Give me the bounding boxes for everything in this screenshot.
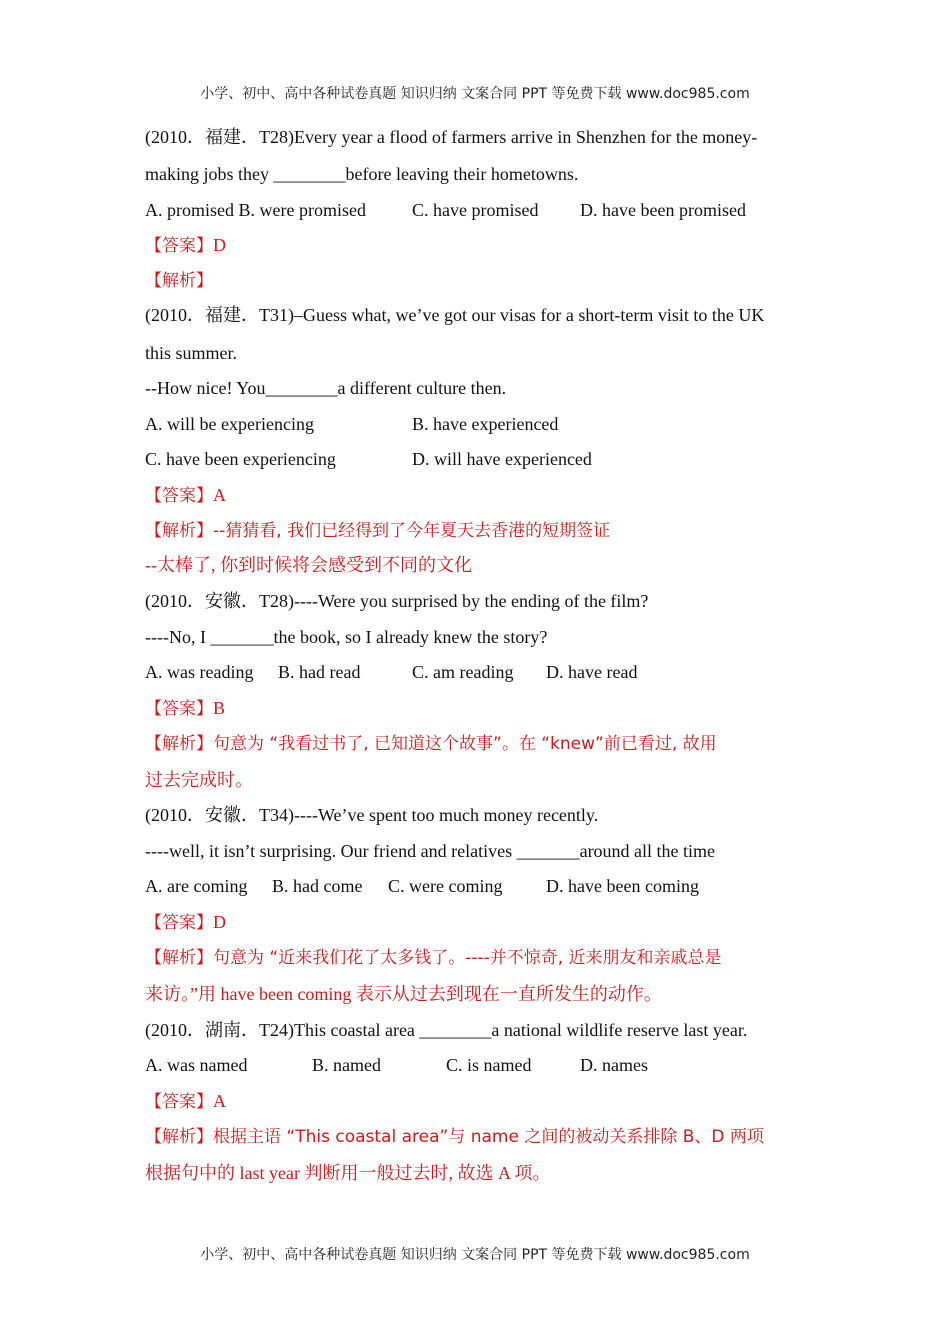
q3-option-c: C. am reading <box>412 662 514 682</box>
analysis-label: 【解析】 <box>145 1127 213 1147</box>
q2-stem-line2: this summer. <box>145 343 238 363</box>
q3-option-a: A. was reading <box>145 662 254 682</box>
q3-analysis-line2: 过去完成时。 <box>145 770 253 790</box>
page-header: 小学、初中、高中各种试卷真题 知识归纳 文案合同 PPT 等免费下载 www.doc985.com <box>200 86 750 102</box>
q1-option-ab: A. promised B. were promised <box>145 200 366 220</box>
q2-option-a: A. will be experiencing <box>145 414 314 434</box>
q2-analysis-line1 <box>145 519 610 542</box>
q4-answer <box>145 911 226 934</box>
q5-analysis-text1: 根据主语 “This coastal area”与 name 之间的被动关系排除 B、D 两项 <box>213 1127 764 1147</box>
q3-stem-line1: (2010．安徽．T28)----Were you surprised by the ending of the film? <box>145 591 649 611</box>
analysis-label: 【解析】 <box>145 734 213 754</box>
analysis-label: 【解析】 <box>145 521 213 541</box>
q2-option-b: B. have experienced <box>412 414 559 434</box>
answer-label: 【答案】 <box>145 913 213 933</box>
q2-stem-line3: --How nice! You________a different culture then. <box>145 378 507 398</box>
q4-stem-line2: ----well, it isn’t surprising. Our friend and relatives _______around all the time <box>145 841 716 861</box>
q2-option-c: C. have been experiencing <box>145 449 336 469</box>
q5-options <box>145 1054 845 1076</box>
q4-analysis-line2: 来访。”用 have been coming 表示从过去到现在一直所发生的动作。 <box>145 984 662 1004</box>
q4-answer-value: D <box>213 912 226 932</box>
answer-label: 【答案】 <box>145 1092 213 1112</box>
q5-analysis-line1 <box>145 1125 764 1148</box>
q2-stem-line1: (2010．福建．T31)–Guess what, we’ve got our visas for a short-term visit to the UK <box>145 305 765 325</box>
q4-option-b: B. had come <box>272 876 363 896</box>
q1-stem-line1: (2010．福建．T28)Every year a flood of farmers arrive in Shenzhen for the money- <box>145 127 758 147</box>
q5-analysis-line2: 根据句中的 last year 判断用一般过去时, 故选 A 项。 <box>145 1163 551 1183</box>
q2-options-row1 <box>145 413 845 435</box>
q5-option-c: C. is named <box>446 1055 532 1075</box>
q5-option-a: A. was named <box>145 1055 248 1075</box>
q2-analysis-text1: --猜猜看, 我们已经得到了今年夏天去香港的短期签证 <box>213 521 611 541</box>
q1-options <box>145 199 845 221</box>
q3-options <box>145 661 845 683</box>
page-footer: 小学、初中、高中各种试卷真题 知识归纳 文案合同 PPT 等免费下载 www.doc985.com <box>200 1247 750 1263</box>
q1-option-d: D. have been promised <box>580 200 746 220</box>
q4-stem-line1: (2010．安徽．T34)----We’ve spent too much money recently. <box>145 805 599 825</box>
q3-analysis-line1 <box>145 732 717 755</box>
q1-option-c: C. have promised <box>412 200 539 220</box>
q4-analysis-text1: 句意为 “近来我们花了太多钱了。----并不惊奇, 近来朋友和亲戚总是 <box>213 948 722 968</box>
q4-analysis-line1 <box>145 946 722 969</box>
q5-answer-value: A <box>213 1091 226 1111</box>
q3-answer <box>145 697 225 720</box>
q5-answer <box>145 1090 226 1113</box>
q1-stem-line2: making jobs they ________before leaving their hometowns. <box>145 164 579 184</box>
analysis-label: 【解析】 <box>145 271 213 291</box>
q4-option-c: C. were coming <box>388 876 503 896</box>
q2-analysis-line2: --太棒了, 你到时候将会感受到不同的文化 <box>145 555 472 575</box>
q2-answer-value: A <box>213 485 226 505</box>
q1-answer <box>145 234 226 257</box>
q2-option-d: D. will have experienced <box>412 449 592 469</box>
analysis-label: 【解析】 <box>145 948 213 968</box>
q2-options-row2 <box>145 448 845 470</box>
q3-answer-value: B <box>213 698 226 718</box>
q1-analysis <box>145 269 213 292</box>
q4-options <box>145 875 845 897</box>
q3-stem-line2: ----No, I _______the book, so I already knew the story? <box>145 627 548 647</box>
q1-answer-value: D <box>213 235 226 255</box>
q5-stem-line1: (2010．湖南．T24)This coastal area ________a national wildlife reserve last year. <box>145 1020 748 1040</box>
answer-label: 【答案】 <box>145 236 213 256</box>
q2-answer <box>145 484 226 507</box>
q3-analysis-text1: 句意为 “我看过书了, 已知道这个故事”。在 “knew”前已看过, 故用 <box>213 734 717 754</box>
q5-option-d: D. names <box>580 1055 648 1075</box>
q5-option-b: B. named <box>312 1055 381 1075</box>
answer-label: 【答案】 <box>145 699 213 719</box>
q3-option-b: B. had read <box>278 662 361 682</box>
q4-option-a: A. are coming <box>145 876 248 896</box>
answer-label: 【答案】 <box>145 486 213 506</box>
q4-option-d: D. have been coming <box>546 876 699 896</box>
q3-option-d: D. have read <box>546 662 638 682</box>
